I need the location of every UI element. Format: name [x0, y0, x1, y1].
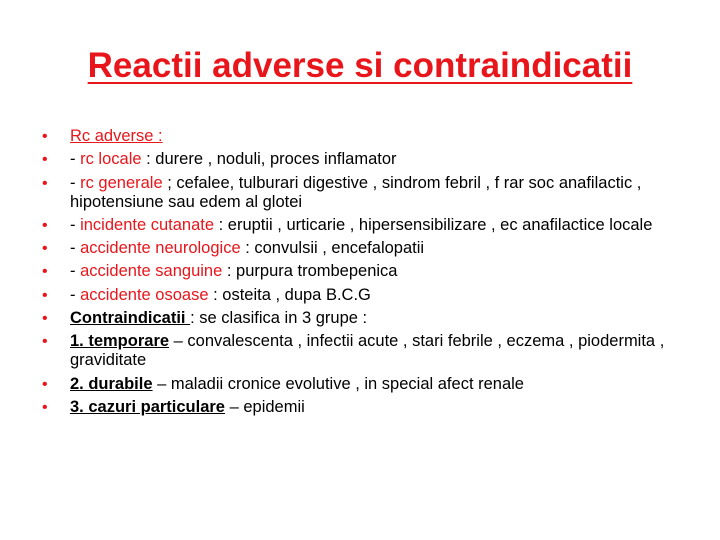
item-term: 1. temporare — [70, 332, 170, 351]
list-item-accidente-sanguine — [42, 262, 712, 281]
item-prefix: - — [70, 262, 81, 281]
bullet-icon: • — [42, 216, 48, 234]
item-prefix: - — [70, 173, 81, 192]
item-prefix: - — [70, 239, 81, 258]
item-term: rc locale — [80, 150, 142, 169]
item-heading: Rc adverse : — [70, 127, 163, 145]
list-item-rc-locale — [42, 150, 712, 169]
item-text: – maladii cronice evolutive , in special afect renale — [152, 374, 524, 393]
item-text: – convalescenta , infectii acute , stari febrile , eczema , piodermita , graviditate — [70, 332, 665, 370]
list-item-rc-adverse — [42, 127, 712, 146]
list-item-temporare — [42, 332, 712, 370]
item-text: : eruptii , urticarie , hipersensibilizare , ec anafilactice locale — [214, 215, 653, 234]
item-text: : durere , noduli, proces inflamator — [141, 150, 397, 169]
bullet-icon: • — [42, 128, 48, 145]
list-item-accidente-neurologice — [42, 239, 712, 258]
list-item-incidente-cutanate — [42, 216, 712, 235]
bullet-icon: • — [42, 174, 48, 192]
item-term: accidente neurologice — [80, 239, 241, 258]
item-term: rc generale — [80, 173, 163, 192]
item-text: : purpura trombepenica — [222, 262, 398, 281]
item-term: 3. cazuri particulare — [70, 397, 225, 416]
item-term: Contraindicatii — [70, 309, 191, 328]
list-item-cazuri-particulare — [42, 398, 712, 417]
item-text: : se clasifica in 3 grupe : — [190, 309, 368, 328]
item-prefix: - — [70, 285, 81, 304]
slide-title: Reactii adverse si contraindicatii — [87, 46, 633, 85]
list-item-contraindicatii — [42, 309, 712, 328]
bullet-icon: • — [42, 240, 48, 258]
item-term: incidente cutanate — [80, 215, 215, 234]
bullet-icon: • — [42, 263, 48, 281]
item-text: : osteita , dupa B.C.G — [208, 285, 371, 304]
list-item-rc-generale — [42, 174, 712, 212]
bullet-icon: • — [42, 398, 48, 416]
bullet-icon: • — [42, 375, 48, 393]
item-text: ; cefalee, tulburari digestive , sindrom febril , f rar soc anafilactic , hipotensiune sau edem al glotei — [70, 173, 642, 211]
item-term: accidente osoase — [80, 285, 209, 304]
bullet-icon: • — [42, 151, 48, 169]
list-item-accidente-osoase — [42, 286, 712, 305]
item-term: accidente sanguine — [80, 262, 223, 281]
bullet-icon: • — [42, 286, 48, 304]
item-text: : convulsii , encefalopatii — [240, 239, 425, 258]
item-text: – epidemii — [225, 397, 305, 416]
bullet-icon: • — [42, 310, 48, 328]
bullet-list — [42, 127, 712, 421]
item-prefix: - — [70, 215, 81, 234]
item-prefix: - — [70, 150, 81, 169]
item-term: 2. durabile — [70, 374, 153, 393]
list-item-durabile — [42, 375, 712, 394]
bullet-icon: • — [42, 333, 48, 351]
